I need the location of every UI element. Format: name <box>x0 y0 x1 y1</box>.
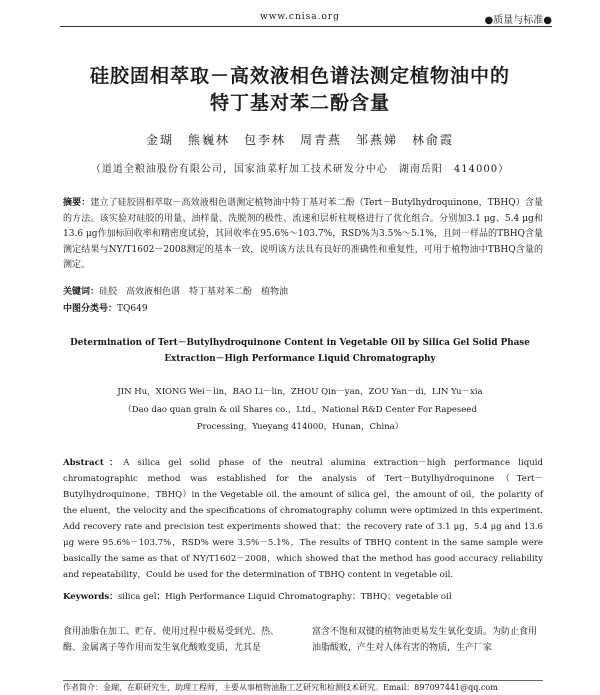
title-chinese <box>0 63 600 117</box>
clc-text: TQ649 <box>117 304 148 314</box>
title-cn-line2: 特丁基对苯二酚含量 <box>209 92 390 114</box>
abstract-english <box>63 455 543 583</box>
keywords-cn-text: 硅胶 高效液相色谱 特丁基对苯二酚 植物油 <box>99 287 289 297</box>
keywords-cn-label: 关键词： <box>63 287 100 297</box>
keywords-en-text: silica gel；High Performance Liquid Chromatography；TBHQ；vegetable oil <box>117 592 452 602</box>
abstract-cn-text: 建立了硅胶固相萃取－高效液相色谱测定植物油中特丁基对苯二酚（Tert－Butylhydroquinone，TBHQ）含量的方法。该实验对硅胶的用量、油样量、洗脱剂的极性、流速和层析柱规格进行了优化组合。分别加3.1 μg、5.4 μg和13.6 μg作加标回收率和精密度试验，其回收率在95.6%～103.7%，RSD%为3.5%～5.1%，且同一样品的TBHQ含量测定结果与NY/T1602－2008测定的基本一致，说明该方法具有良好的准确性和重复性，可用于植物油中TBHQ含量的测定。 <box>63 198 543 270</box>
section-label: ●质量与标准● <box>484 15 552 26</box>
affiliation-chinese: （道道全粮油股份有限公司，国家油菜籽加工技术研发分中心 湖南岳阳 414000） <box>90 164 510 175</box>
title-en-line2: Extraction－High Performance Liquid Chromatography <box>164 354 436 364</box>
running-header <box>60 10 552 27</box>
abstract-en-label: Abstract： <box>63 458 124 468</box>
affil-en-line2: Processing，Yueyang 414000，Hunan，China） <box>196 422 404 432</box>
body-column-right: 富含不饱和双键的植物油更易发生氧化变质。为防止食用油脂酸败，产生对人体有害的物质，生产厂家 <box>312 627 538 653</box>
authors-english: JIN Hu，XIONG Wei－lin，BAO Li－lin，ZHOU Qin－yan，ZOU Yan－di，LIN Yu－xia <box>117 387 483 397</box>
body-column-left: 食用油脂在加工、贮存、使用过程中极易受到光、热、酶、金属离子等作用而发生氧化酸败变质，尤其是 <box>63 627 280 653</box>
abstract-cn-label: 摘要： <box>63 198 91 208</box>
keywords-english <box>63 590 543 606</box>
abstract-chinese <box>63 196 543 274</box>
title-english <box>0 335 600 367</box>
authors-chinese: 金瑚 熊巍林 包李林 周青燕 邹燕娣 林俞霞 <box>145 133 454 147</box>
title-en-line1: Determination of Tert－Butylhydroquinone Content in Vegetable Oil by Silica Gel Solid Phase <box>70 338 530 348</box>
abstract-en-text: A silica gel solid phase of the neutral alumina extraction－high performance liquid chromatographic method was established for the analysis of Tert－Butylhydroquinone（Tert－Butylhydroquinone，TBHQ）in the Vegetable oil. the amount of silica gel，the amount of oil，the polarity of the eluent，the velocity and the specifications of chromatography column were optimized in this experiment. Add recovery rate and precision test experiments showed that：the recovery rate of 3.1 μg，5.4 μg and 13.6 μg were 95.6%－103.7%，RSD% were 3.5%－5.1%，The results of TBHQ content in the same sample were basically the same as that of NY/T1602－2008，which showed that the method has good accuracy reliability and repeatability，Could be used for the determination of TBHQ content in vegetable oil. <box>63 458 543 580</box>
keywords-chinese <box>63 285 543 301</box>
author-footnote: 作者简介：金瑚，在职研究生，助理工程师，主要从事植物油脂工艺研究和检测技术研究。Email：897097441@qq.com <box>63 680 543 693</box>
affil-en-line1: （Dao dao quan grain & oil Shares co.，Ltd.，National R&D Center For Rapeseed <box>123 405 477 415</box>
keywords-en-label: Keywords： <box>63 592 118 602</box>
clc-label: 中图分类号： <box>63 304 118 314</box>
journal-site: www.cnisa.org <box>260 12 340 22</box>
classification-number <box>63 302 543 318</box>
title-cn-line1: 硅胶固相萃取－高效液相色谱法测定植物油中的 <box>89 65 510 87</box>
affiliation-english <box>0 402 600 436</box>
